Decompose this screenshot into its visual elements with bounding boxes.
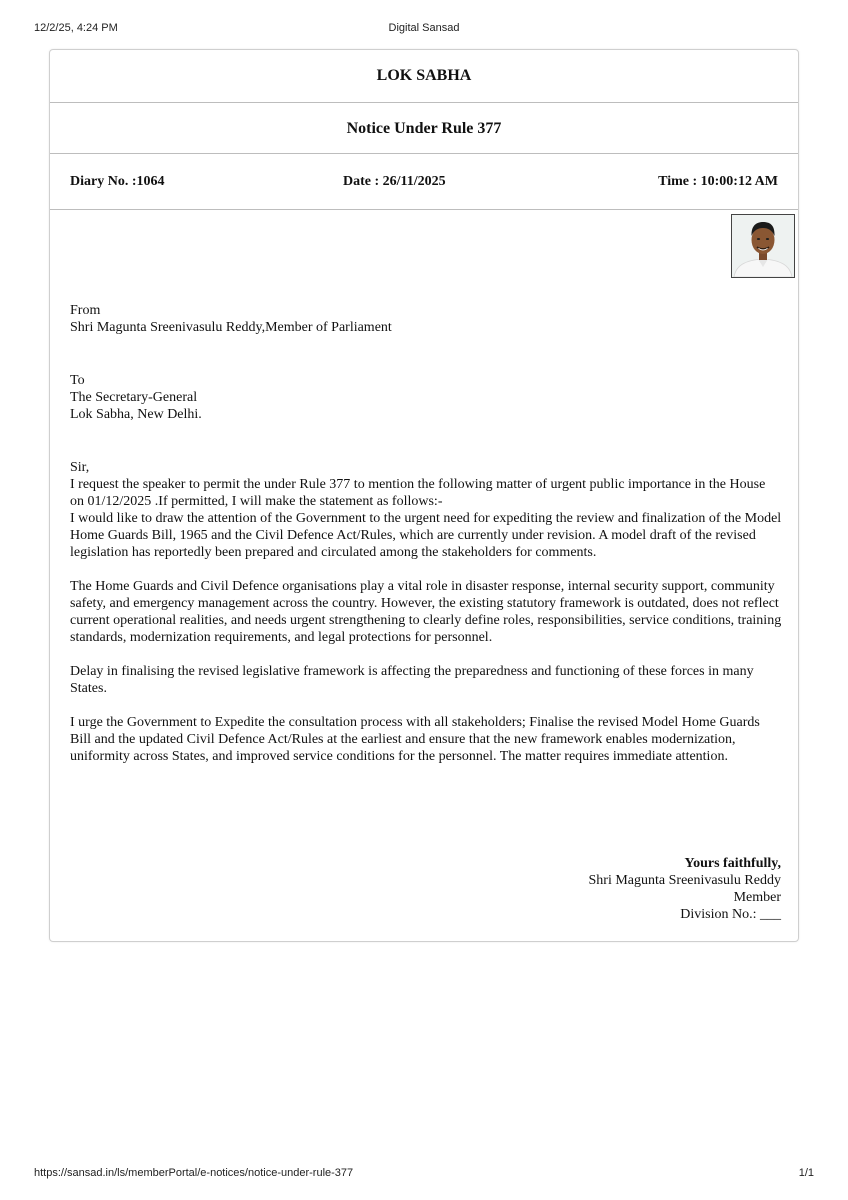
body-paragraph: I urge the Government to Expedite the consultation process with all stakeholders; Finalise the revised Model Home Guards Bill and the updated Civil Defence Act/Rules at the earliest and ensure that the new framework enables modernization, uniformity across States, and improved service conditions for the personnel. The matter requires immediate attention.	[70, 715, 760, 764]
print-datetime: 12/2/25, 4:24 PM	[34, 22, 118, 34]
body-paragraph: The Home Guards and Civil Defence organisations play a vital role in disaster response, internal security support, community safety, and emergency management across the country. However, the existing statutory framework is outdated, does not reflect current operational realities, and needs urgent strengthening to clearly define roles, responsibilities, service conditions, training standards, modernization requirements, and legal protections for personnel.	[70, 579, 782, 645]
house-heading: LOK SABHA	[376, 67, 472, 84]
signer-role: Member	[733, 890, 781, 905]
print-page-title: Digital Sansad	[388, 22, 460, 34]
salutation: Sir,	[70, 460, 90, 475]
to-label: To	[70, 373, 85, 388]
divider	[50, 209, 798, 210]
body-paragraph: I request the speaker to permit the under Rule 377 to mention the following matter of urgent public importance in the House on 01/12/2025 .If permitted, I will make the statement as follows:-	[70, 477, 766, 509]
to-address: Lok Sabha, New Delhi.	[70, 407, 202, 422]
notice-date: Date : 26/11/2025	[343, 174, 446, 189]
from-name: Shri Magunta Sreenivasulu Reddy,Member of Parliament	[70, 320, 392, 335]
notice-title: Notice Under Rule 377	[346, 120, 502, 137]
signature-block	[589, 855, 781, 923]
notice-time: Time : 10:00:12 AM	[658, 174, 778, 189]
body-paragraph: Delay in finalising the revised legislative framework is affecting the preparedness and functioning of these forces in many States.	[70, 664, 754, 696]
body-paragraph: I would like to draw the attention of the Government to the urgent need for expediting the review and finalization of the Model Home Guards Bill, 1965 and the Civil Defence Act/Rules, which are currently under revision. A model draft of the revised legislation has reportedly been prepared and circulated among the stakeholders for comments.	[70, 511, 782, 560]
print-url: https://sansad.in/ls/memberPortal/e-notices/notice-under-rule-377	[34, 1167, 354, 1179]
divider	[50, 102, 798, 103]
page-count: 1/1	[798, 1167, 814, 1179]
divider	[50, 153, 798, 154]
signer-name: Shri Magunta Sreenivasulu Reddy	[588, 873, 781, 888]
from-label: From	[70, 303, 101, 318]
to-block	[70, 372, 202, 423]
notice-body	[70, 459, 782, 765]
closing: Yours faithfully,	[684, 856, 781, 871]
diary-number: Diary No. :1064	[70, 174, 165, 189]
division-number: Division No.: ___	[680, 907, 781, 922]
to-recipient: The Secretary-General	[70, 390, 198, 405]
from-block	[70, 302, 392, 336]
member-photo	[731, 214, 795, 278]
notice-card	[49, 49, 799, 942]
